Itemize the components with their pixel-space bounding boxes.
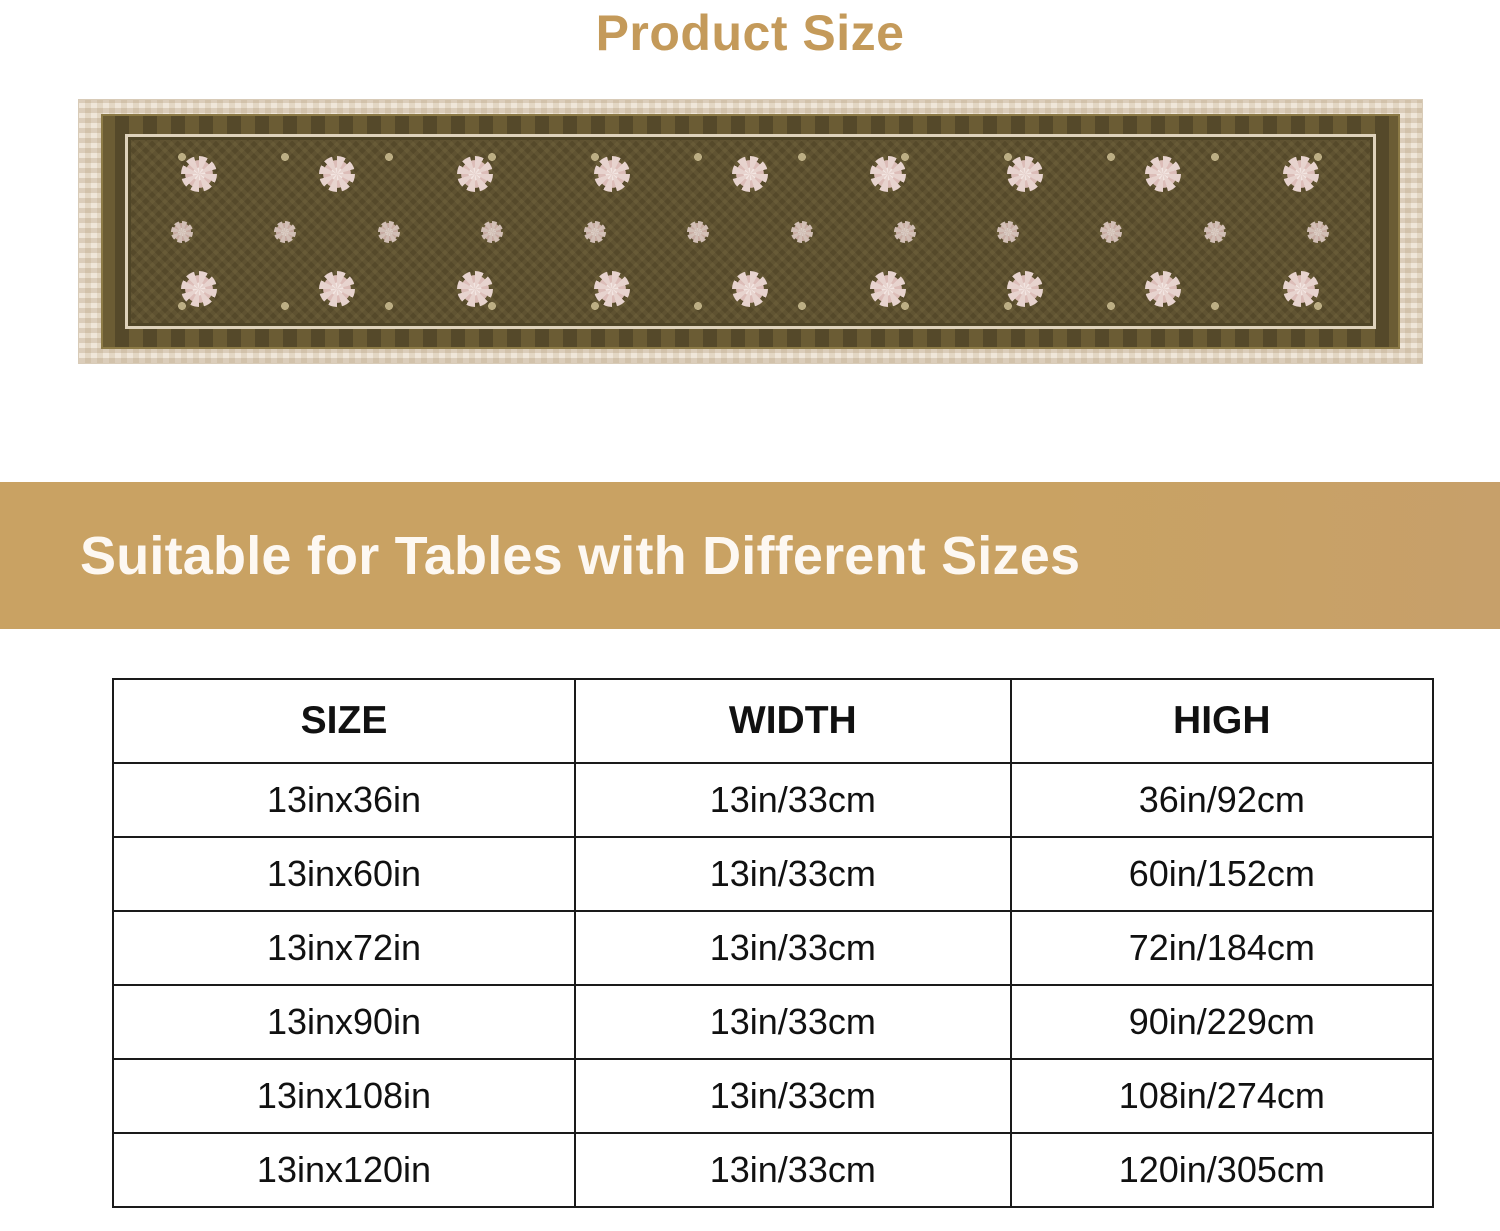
flower-motif bbox=[1143, 154, 1183, 194]
cell-size: 13inx120in bbox=[113, 1133, 575, 1207]
runner-field bbox=[131, 140, 1370, 323]
table-row bbox=[113, 911, 1433, 985]
flower-motif bbox=[730, 154, 770, 194]
sprig-motif bbox=[999, 297, 1017, 315]
flower-motif-small bbox=[995, 219, 1021, 245]
table-row bbox=[113, 1133, 1433, 1207]
cell-high: 36in/92cm bbox=[1011, 763, 1433, 837]
size-table-container bbox=[112, 678, 1434, 1208]
cell-high: 72in/184cm bbox=[1011, 911, 1433, 985]
product-size-section bbox=[0, 0, 1500, 364]
flower-motif bbox=[1281, 154, 1321, 194]
cell-width: 13in/33cm bbox=[575, 1059, 1011, 1133]
sprig-motif bbox=[896, 297, 914, 315]
flower-motif-small bbox=[169, 219, 195, 245]
flower-motif bbox=[592, 154, 632, 194]
column-header-width: WIDTH bbox=[575, 679, 1011, 763]
flower-motif-small bbox=[685, 219, 711, 245]
flower-motif-small bbox=[892, 219, 918, 245]
cell-size: 13inx90in bbox=[113, 985, 575, 1059]
flower-motif bbox=[868, 154, 908, 194]
flower-motif bbox=[179, 154, 219, 194]
size-table bbox=[112, 678, 1434, 1208]
table-row bbox=[113, 1059, 1433, 1133]
runner-flower-row-mid bbox=[131, 219, 1370, 245]
cell-size: 13inx60in bbox=[113, 837, 575, 911]
cell-high: 108in/274cm bbox=[1011, 1059, 1433, 1133]
sprig-motif bbox=[586, 297, 604, 315]
flower-motif-small bbox=[479, 219, 505, 245]
flower-motif-small bbox=[272, 219, 298, 245]
runner-flower-row-top bbox=[131, 154, 1370, 194]
table-row bbox=[113, 763, 1433, 837]
cell-size: 13inx72in bbox=[113, 911, 575, 985]
column-header-high: HIGH bbox=[1011, 679, 1433, 763]
sprig-motif bbox=[1102, 297, 1120, 315]
cell-size: 13inx108in bbox=[113, 1059, 575, 1133]
flower-motif bbox=[455, 154, 495, 194]
sprig-motif bbox=[689, 297, 707, 315]
sprig-motif bbox=[793, 297, 811, 315]
sprig-motif bbox=[483, 297, 501, 315]
table-runner-graphic bbox=[78, 99, 1423, 364]
page-title: Product Size bbox=[595, 5, 905, 61]
cell-width: 13in/33cm bbox=[575, 837, 1011, 911]
flower-motif-small bbox=[789, 219, 815, 245]
suitable-sizes-banner bbox=[0, 482, 1500, 629]
sprig-motif bbox=[173, 297, 191, 315]
cell-size: 13inx36in bbox=[113, 763, 575, 837]
sprig-motif bbox=[276, 297, 294, 315]
column-header-size: SIZE bbox=[113, 679, 575, 763]
product-image bbox=[78, 99, 1423, 364]
sprig-motif bbox=[1309, 297, 1327, 315]
flower-motif-small bbox=[376, 219, 402, 245]
flower-motif bbox=[317, 154, 357, 194]
cell-width: 13in/33cm bbox=[575, 985, 1011, 1059]
flower-motif bbox=[1005, 154, 1045, 194]
flower-motif-small bbox=[1098, 219, 1124, 245]
table-row bbox=[113, 985, 1433, 1059]
flower-motif-small bbox=[582, 219, 608, 245]
flower-motif-small bbox=[1305, 219, 1331, 245]
cell-width: 13in/33cm bbox=[575, 1133, 1011, 1207]
cell-high: 90in/229cm bbox=[1011, 985, 1433, 1059]
cell-high: 120in/305cm bbox=[1011, 1133, 1433, 1207]
runner-sprig-row-bottom bbox=[131, 297, 1370, 315]
sprig-motif bbox=[1206, 297, 1224, 315]
sprig-motif bbox=[380, 297, 398, 315]
table-header-row bbox=[113, 679, 1433, 763]
cell-width: 13in/33cm bbox=[575, 763, 1011, 837]
banner-title: Suitable for Tables with Different Sizes bbox=[80, 525, 1081, 586]
table-row bbox=[113, 837, 1433, 911]
cell-high: 60in/152cm bbox=[1011, 837, 1433, 911]
flower-motif-small bbox=[1202, 219, 1228, 245]
cell-width: 13in/33cm bbox=[575, 911, 1011, 985]
